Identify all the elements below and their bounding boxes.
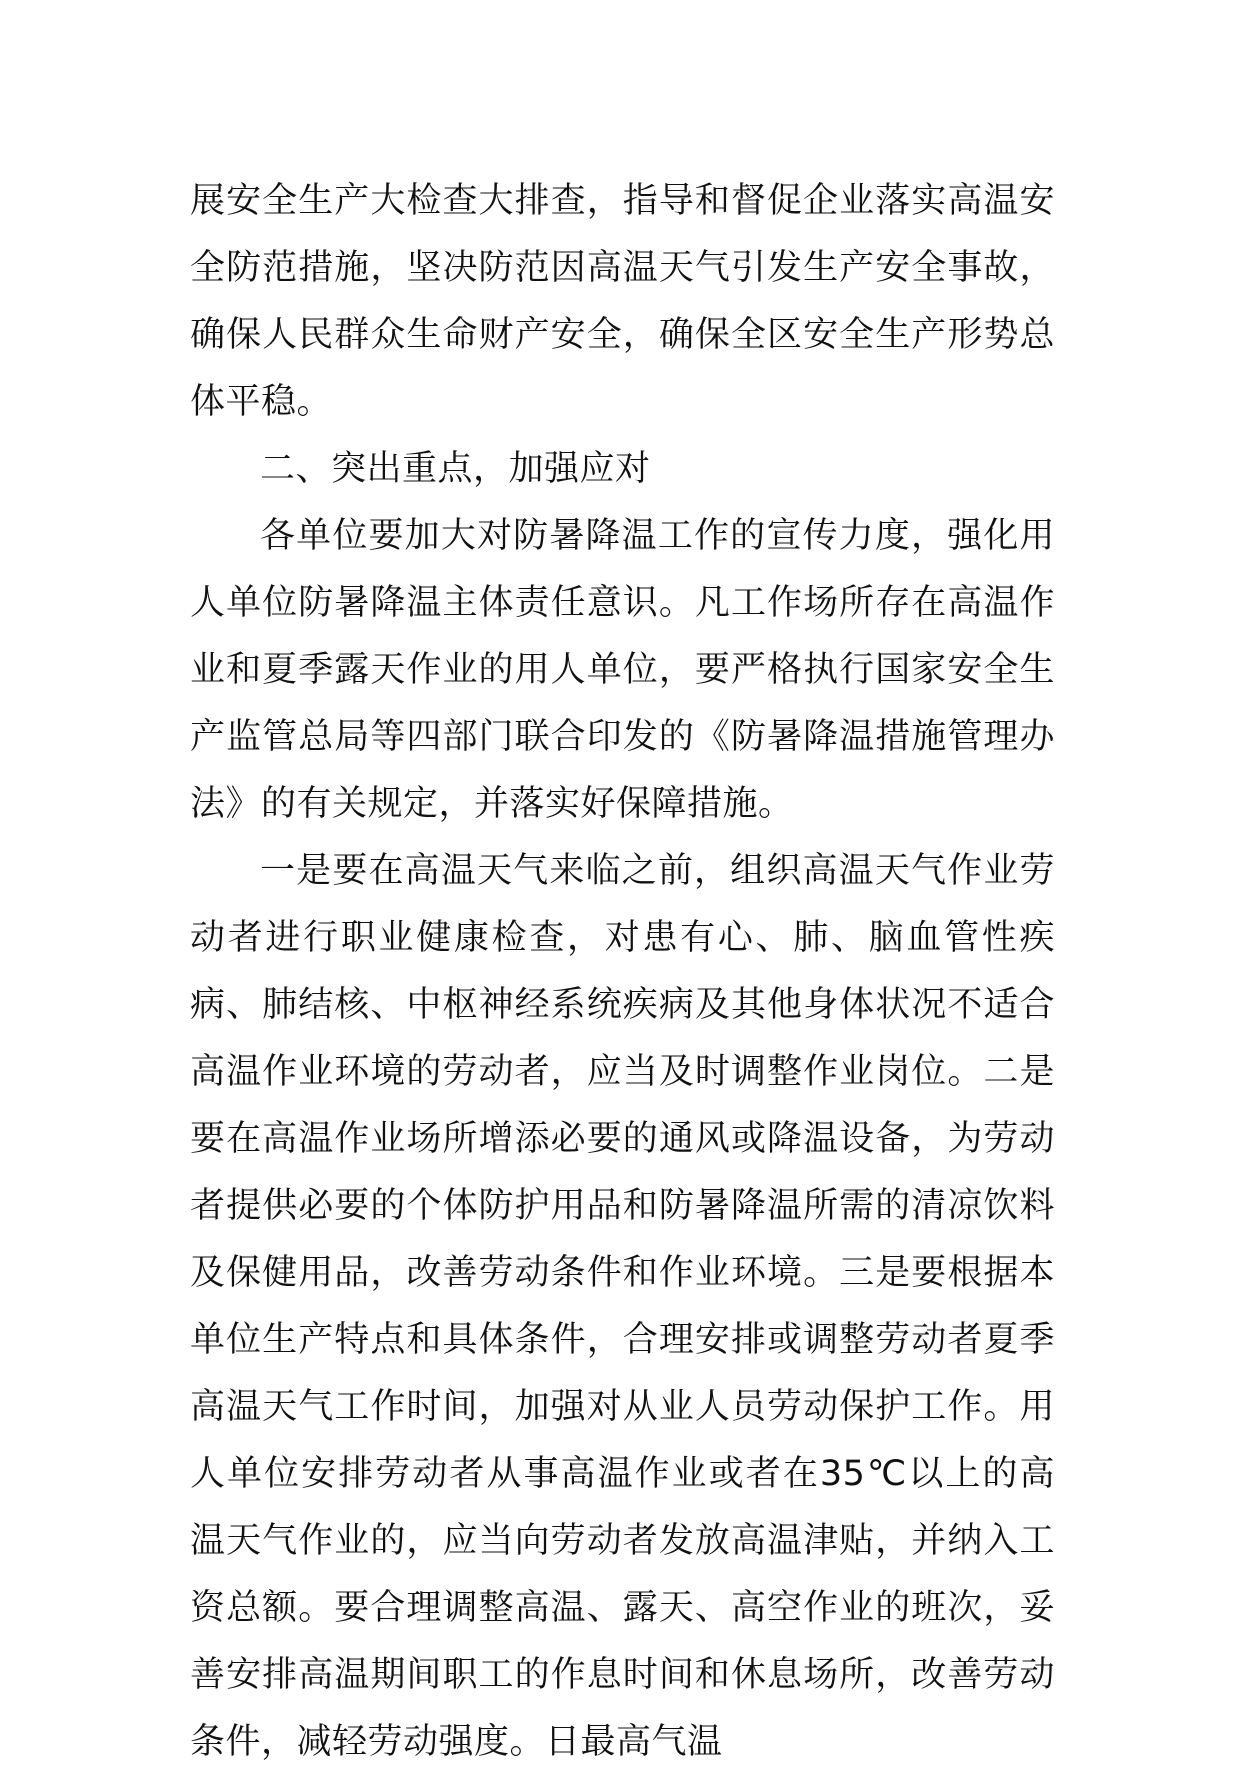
paragraph-body: 一是要在高温天气来临之前，组织高温天气作业劳动者进行职业健康检查，对患有心、肺、脑血管性疾病、肺结核、中枢神经系统疾病及其他身体状况不适合高温作业环境的劳动者，应当及时调整作业岗位。二是要在高温作业场所增添必要的通风或降温设备，为劳动者提供必要的个体防护用品和防暑降温所需的清凉饮料及保健用品，改善劳动条件和作业环境。三是要根据本单位生产特点和具体条件，合理安排或调整劳动者夏季高温天气工作时间，加强对从业人员劳动保护工作。用人单位安排劳动者从事高温作业或者在35℃以上的高温天气作业的，应当向劳动者发放高温津贴，并纳入工资总额。要合理调整高温、露天、高空作业的班次，妥善安排高温期间职工的作息时间和休息场所，改善劳动条件，减轻劳动强度。日最高气温	[190, 851, 1055, 1762]
paragraph-continuation: 展安全生产大检查大排查，指导和督促企业落实高温安全防范措施，坚决防范因高温天气引发生产安全事故，确保人民群众生命财产安全，确保全区安全生产形势总体平稳。	[190, 181, 1055, 422]
paragraph-body: 各单位要加大对防暑降温工作的宣传力度，强化用人单位防暑降温主体责任意识。凡工作场所存在高温作业和夏季露天作业的用人单位，要严格执行国家安全生产监管总局等四部门联合印发的《防暑降温措施管理办法》的有关规定，并落实好保障措施。	[190, 516, 1055, 824]
section-heading: 二、突出重点，加强应对	[260, 449, 651, 489]
document-page	[190, 168, 1055, 1776]
